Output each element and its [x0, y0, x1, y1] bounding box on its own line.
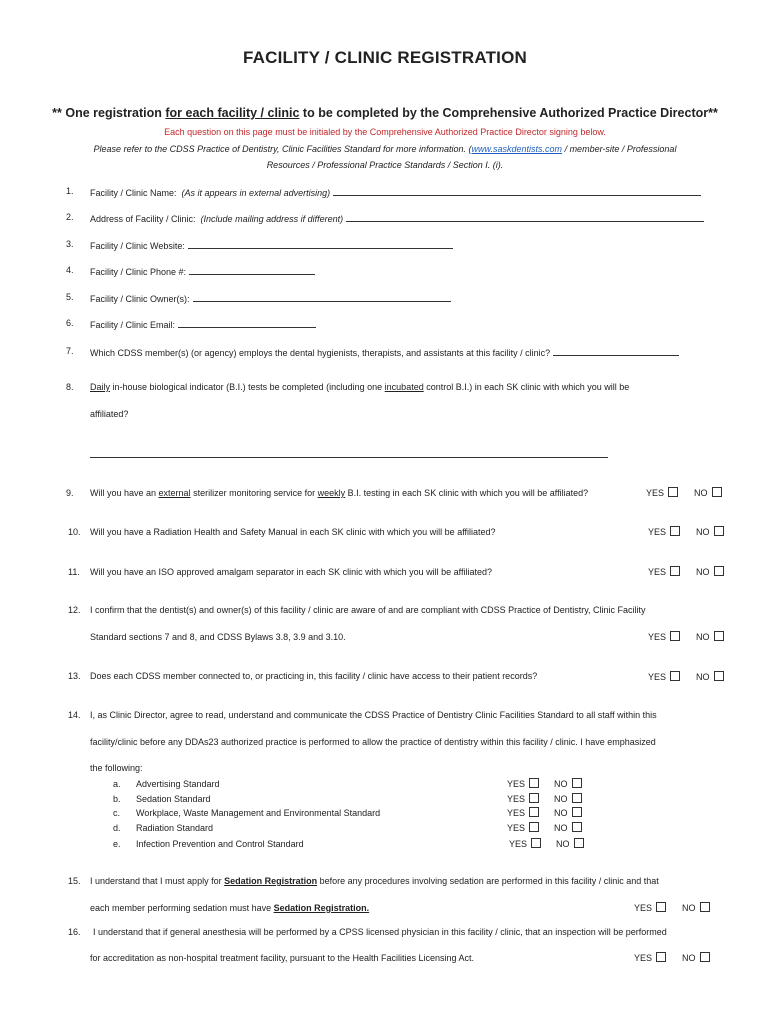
q7-number: 7. — [66, 346, 74, 356]
q12-line1: I confirm that the dentist(s) and owner(s) of this facility / clinic are aware of and are compliant with CDSS Practice of Dentistry, Clinic Facility — [90, 605, 646, 615]
q14d-no-label: NO — [554, 823, 568, 833]
q11-number: 11. — [68, 567, 80, 577]
q13-no-label: NO — [696, 672, 710, 682]
q10-yes-checkbox[interactable] — [670, 526, 680, 536]
q7-answer-line[interactable] — [553, 346, 679, 356]
reference-note-text: Please refer to the CDSS Practice of Dentistry, Clinic Facilities Standard for more information. ( — [93, 144, 472, 154]
q15-yes-label: YES — [634, 903, 653, 913]
q14b-no-option[interactable] — [554, 793, 582, 804]
q14c-yes-option[interactable] — [507, 807, 539, 818]
q14-item-letter: b. — [113, 794, 121, 804]
q11-no-label: NO — [696, 567, 710, 577]
q14a-no-label: NO — [554, 779, 568, 789]
q10-no-option[interactable] — [696, 526, 724, 537]
q8-text-a: in-house biological indicator (B.I.) tests be completed (including one — [110, 382, 385, 392]
q15-text-a: I understand that I must apply for — [90, 876, 225, 886]
q5-question — [90, 292, 451, 304]
website-link[interactable]: www.saskdentists.com — [471, 144, 563, 154]
q16-number: 16. — [68, 927, 81, 937]
q4-answer-line[interactable] — [189, 265, 315, 275]
q9-number: 9. — [66, 488, 74, 498]
q8-answer-line[interactable] — [90, 457, 608, 458]
q3-answer-line[interactable] — [188, 239, 453, 249]
q1-question — [90, 186, 701, 198]
q14-line3: the following: — [90, 763, 143, 773]
q14b-no-label: NO — [554, 794, 568, 804]
q15-line1 — [90, 876, 659, 886]
q2-hint: (Include mailing address if different) — [200, 214, 344, 224]
q9-text-a: Will you have an — [90, 488, 159, 498]
q15-line2-sedation: Sedation Registration. — [273, 903, 370, 913]
q2-question — [90, 212, 704, 224]
q14-item-letter: c. — [113, 808, 121, 818]
q11-no-checkbox[interactable] — [714, 566, 724, 576]
q11-yes-option[interactable] — [648, 566, 680, 577]
q14-item-label: Sedation Standard — [136, 794, 211, 804]
q9-no-checkbox[interactable] — [712, 487, 722, 497]
q14e-yes-label: YES — [509, 839, 528, 849]
q8-question — [90, 382, 629, 392]
q8-number: 8. — [66, 382, 74, 392]
q11-no-option[interactable] — [696, 566, 724, 577]
q14e-no-checkbox[interactable] — [574, 838, 584, 848]
q9-external: external — [158, 488, 191, 498]
q13-no-option[interactable] — [696, 671, 724, 682]
q9-yes-checkbox[interactable] — [668, 487, 678, 497]
q14a-yes-label: YES — [507, 779, 526, 789]
q9-no-option[interactable] — [694, 487, 722, 498]
q16-line2: for accreditation as non-hospital treatment facility, pursuant to the Health Facilities Licensing Act. — [90, 953, 475, 963]
q16-yes-option[interactable] — [634, 952, 666, 963]
q16-no-label: NO — [682, 953, 696, 963]
q4-label: Facility / Clinic Phone #: — [90, 267, 187, 277]
q14b-no-checkbox[interactable] — [572, 793, 582, 803]
q12-number: 12. — [68, 605, 81, 615]
q14-line2: facility/clinic before any DDAs23 authorized practice is performed to allow the practice of dentistry within this facility / clinic. I have emphasized — [90, 737, 656, 747]
subtitle-underlined: for each facility / clinic — [165, 106, 300, 120]
q15-number: 15. — [68, 876, 81, 886]
q14d-no-checkbox[interactable] — [572, 822, 582, 832]
q4-question — [90, 265, 315, 277]
subtitle — [0, 106, 770, 120]
q14d-yes-option[interactable] — [507, 822, 539, 833]
q14-item-label: Workplace, Waste Management and Environmental Standard — [136, 808, 381, 818]
q14b-yes-option[interactable] — [507, 793, 539, 804]
q14c-no-label: NO — [554, 808, 568, 818]
q14d-no-option[interactable] — [554, 822, 582, 833]
q10-yes-label: YES — [648, 527, 667, 537]
q12-no-label: NO — [696, 632, 710, 642]
q14d-yes-checkbox[interactable] — [529, 822, 539, 832]
q14b-yes-label: YES — [507, 794, 526, 804]
q14-item-label: Radiation Standard — [136, 823, 214, 833]
q7-question — [90, 346, 679, 358]
q6-question — [90, 318, 316, 330]
q14-number: 14. — [68, 710, 81, 720]
q9-yes-option[interactable] — [646, 487, 678, 498]
q14c-yes-label: YES — [507, 808, 526, 818]
q16-no-option[interactable] — [682, 952, 710, 963]
q15-no-option[interactable] — [682, 902, 710, 913]
q9-no-label: NO — [694, 488, 708, 498]
subtitle-suffix: to be completed by the Comprehensive Authorized Practice Director** — [299, 106, 718, 120]
q9-question — [90, 488, 588, 498]
q12-line2: Standard sections 7 and 8, and CDSS Bylaws 3.8, 3.9 and 3.10. — [90, 632, 346, 642]
q14a-yes-checkbox[interactable] — [529, 778, 539, 788]
q15-line2-a: each member performing sedation must have — [90, 903, 274, 913]
q13-yes-label: YES — [648, 672, 667, 682]
q3-question — [90, 239, 453, 251]
q8-line2: affiliated? — [90, 409, 129, 419]
q16-line1: I understand that if general anesthesia will be performed by a CPSS licensed physician in this facility / clinic, that an inspection will be performed — [93, 927, 667, 937]
q2-answer-line[interactable] — [346, 212, 704, 222]
q14a-no-checkbox[interactable] — [572, 778, 582, 788]
q10-question: Will you have a Radiation Health and Safety Manual in each SK clinic with which you will be affiliated? — [90, 527, 496, 537]
q12-yes-checkbox[interactable] — [670, 631, 680, 641]
q9-weekly: weekly — [317, 488, 346, 498]
q14-item-label: Infection Prevention and Control Standard — [136, 839, 304, 849]
q14c-yes-checkbox[interactable] — [529, 807, 539, 817]
q9-text-c: B.I. testing in each SK clinic with which you will be affiliated? — [345, 488, 589, 498]
initial-instruction: Each question on this page must be initialed by the Comprehensive Authorized Practice Director signing below. — [164, 127, 606, 137]
q14a-yes-option[interactable] — [507, 778, 539, 789]
q13-question: Does each CDSS member connected to, or practicing in, this facility / clinic have access to their patient records? — [90, 671, 538, 681]
q5-number: 5. — [66, 292, 74, 302]
q13-yes-option[interactable] — [648, 671, 680, 682]
page-title: FACILITY / CLINIC REGISTRATION — [243, 48, 527, 67]
q13-no-checkbox[interactable] — [714, 671, 724, 681]
q12-yes-label: YES — [648, 632, 667, 642]
q16-yes-checkbox[interactable] — [656, 952, 666, 962]
q12-yes-option[interactable] — [648, 631, 680, 642]
q15-no-checkbox[interactable] — [700, 902, 710, 912]
q12-no-checkbox[interactable] — [714, 631, 724, 641]
q4-number: 4. — [66, 265, 74, 275]
q10-yes-option[interactable] — [648, 526, 680, 537]
q9-yes-label: YES — [646, 488, 665, 498]
q8-incubated: incubated — [384, 382, 424, 392]
q11-yes-label: YES — [648, 567, 667, 577]
q14b-yes-checkbox[interactable] — [529, 793, 539, 803]
q12-no-option[interactable] — [696, 631, 724, 642]
q6-answer-line[interactable] — [178, 318, 316, 328]
q1-hint: (As it appears in external advertising) — [181, 188, 331, 198]
q10-no-label: NO — [696, 527, 710, 537]
q11-yes-checkbox[interactable] — [670, 566, 680, 576]
q15-sedation-registration: Sedation Registration — [224, 876, 318, 886]
q14e-yes-option[interactable] — [509, 838, 541, 849]
q14e-yes-checkbox[interactable] — [531, 838, 541, 848]
q16-yes-label: YES — [634, 953, 653, 963]
q10-no-checkbox[interactable] — [714, 526, 724, 536]
q14-item-letter: d. — [113, 823, 121, 833]
q15-text-b: before any procedures involving sedation are performed in this facility / clinic and that — [317, 876, 659, 886]
reference-note-text-2: / member-site / Professional — [562, 144, 677, 154]
q13-number: 13. — [68, 671, 81, 681]
q15-line2 — [90, 903, 369, 913]
q10-number: 10. — [68, 527, 81, 537]
q1-number: 1. — [66, 186, 74, 196]
q11-question: Will you have an ISO approved amalgam separator in each SK clinic with which you will be affiliated? — [90, 567, 493, 577]
q16-no-checkbox[interactable] — [700, 952, 710, 962]
q8-daily: Daily — [90, 382, 111, 392]
q13-yes-checkbox[interactable] — [670, 671, 680, 681]
q6-number: 6. — [66, 318, 74, 328]
q14a-no-option[interactable] — [554, 778, 582, 789]
q14-item-label: Advertising Standard — [136, 779, 220, 789]
q14-item-letter: a. — [113, 779, 121, 789]
q6-label: Facility / Clinic Email: — [90, 320, 176, 330]
q14e-no-label: NO — [556, 839, 570, 849]
q15-yes-checkbox[interactable] — [656, 902, 666, 912]
q14d-yes-label: YES — [507, 823, 526, 833]
q15-no-label: NO — [682, 903, 696, 913]
q1-label: Facility / Clinic Name: — [90, 188, 177, 198]
q14-item-letter: e. — [113, 839, 121, 849]
q3-number: 3. — [66, 239, 74, 249]
q3-label: Facility / Clinic Website: — [90, 241, 185, 251]
subtitle-prefix: ** One registration — [52, 106, 166, 120]
q14e-no-option[interactable] — [556, 838, 584, 849]
q7-label: Which CDSS member(s) (or agency) employs the dental hygienists, therapists, and assistants at this facility / clinic? — [90, 348, 551, 358]
q5-label: Facility / Clinic Owner(s): — [90, 294, 190, 304]
q8-text-b: control B.I.) in each SK clinic with which you will be — [423, 382, 630, 392]
q2-label: Address of Facility / Clinic: — [90, 214, 196, 224]
q5-answer-line[interactable] — [193, 292, 451, 302]
reference-note — [60, 141, 710, 173]
q2-number: 2. — [66, 212, 74, 222]
q1-answer-line[interactable] — [333, 186, 701, 196]
q15-yes-option[interactable] — [634, 902, 666, 913]
q9-text-b: sterilizer monitoring service for — [190, 488, 318, 498]
q14c-no-checkbox[interactable] — [572, 807, 582, 817]
q14c-no-option[interactable] — [554, 807, 582, 818]
q14-line1: I, as Clinic Director, agree to read, understand and communicate the CDSS Practice of Dentistry Clinic Facilities Standard to all staff within this — [90, 710, 657, 720]
reference-note-line2: Resources / Professional Practice Standards / Section I. (i). — [266, 160, 504, 170]
